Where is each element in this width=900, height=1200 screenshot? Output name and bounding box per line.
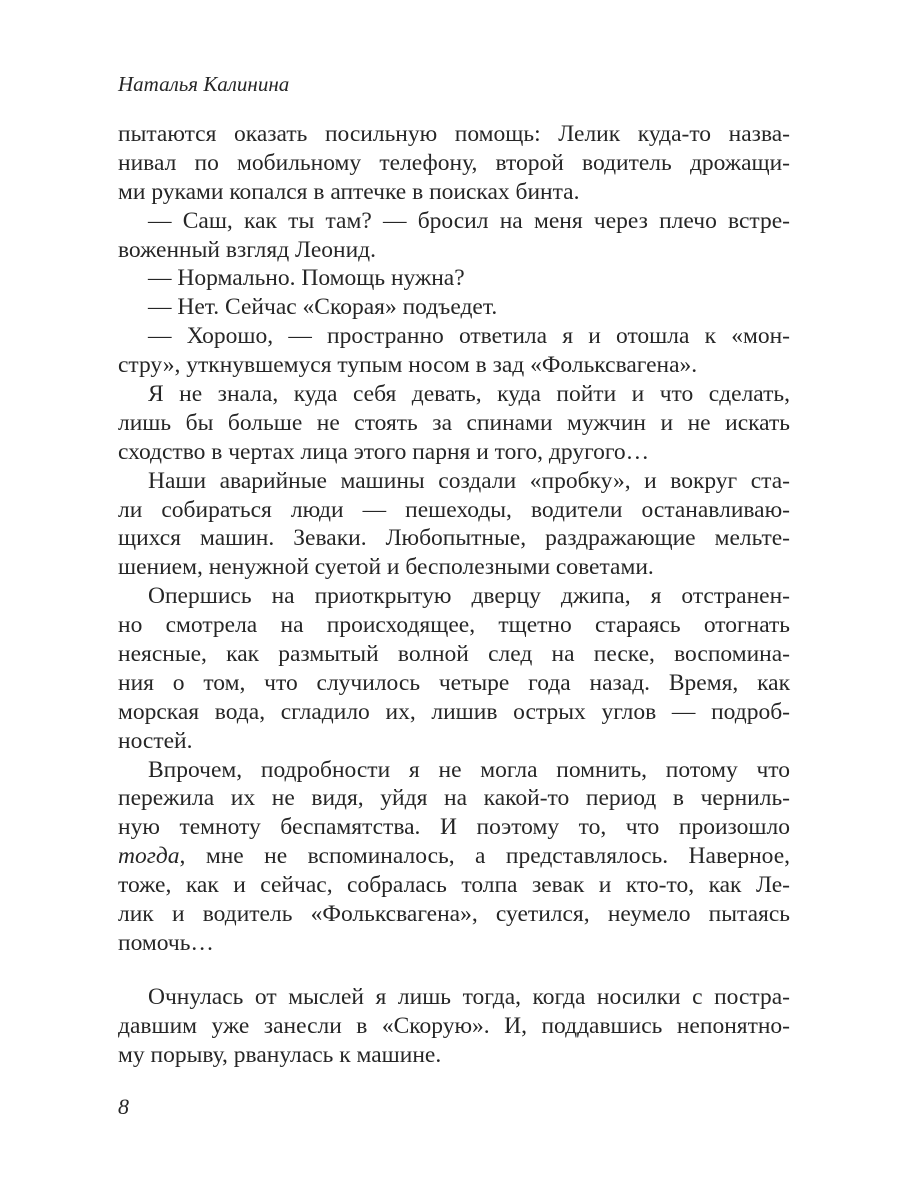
text-line: сходство в чертах лица этого парня и того, другого… [118,438,650,465]
text-line: стру», уткнувшемуся тупым носом в зад «Фольксвагена». [118,352,698,379]
text-line: Опершись на приоткрытую дверцу джипа, я отстранен- [148,583,790,610]
text-line: — Нет. Сейчас «Скорая» подъедет. [148,294,498,321]
body-text [118,120,790,1070]
text-line: Наши аварийные машины создали «пробку», и вокруг ста- [148,467,790,494]
text-line: пытаются оказать посильную помощь: Лелик куда-то назва- [118,121,790,147]
text-line: щихся машин. Зеваки. Любопытные, раздражающие мельте- [118,525,790,552]
text-line: но смотрела на происходящее, тщетно стараясь отогнать [118,612,790,639]
running-head-author: Наталья Калинина [118,72,290,96]
text-line: — Саш, как ты там? — бросил на меня через плечо встре- [148,207,790,234]
text-line: шением, ненужной суетой и бесполезными советами. [118,554,654,581]
text-line: нивал по мобильному телефону, второй водитель дрожащи- [118,149,790,176]
text-line: ли собираться люди — пешеходы, водители останавливаю- [118,496,790,523]
text-line: лишь бы больше не стоять за спинами мужчин и не искать [118,409,790,436]
text-line: Впрочем, подробности я не могла помнить, потому что [148,756,790,783]
text-line: Я не знала, куда себя девать, куда пойти и что сделать, [148,381,790,408]
text-segment: , мне не вспоминалось, а представлялось. Наверное, [179,843,790,870]
text-line: морская вода, сгладило их, лишив острых углов — подроб- [118,698,790,725]
text-line: ностей. [118,727,193,754]
italic-word: тогда [118,843,180,870]
text-line: — Нормально. Помощь нужна? [148,265,465,292]
text-line: помочь… [118,929,214,956]
text-line: — Хорошо, — пространно ответила я и отошла к «мон- [148,323,790,350]
text-line: лик и водитель «Фольксвагена», суетился, неумело пытаясь [118,901,790,928]
page-number: 8 [118,1094,129,1119]
text-line [118,842,790,871]
text-line: пережила их не видя, уйдя на какой-то период в черниль- [118,785,790,812]
text-line: воженный взгляд Леонид. [118,236,376,263]
section-break [118,958,790,983]
text-line: тоже, как и сейчас, собралась толпа зевак и кто-то, как Ле- [118,872,790,899]
text-line: давшим уже занесли в «Скорую». И, поддавшись непонятно- [118,1012,790,1039]
text-line: неясные, как размытый волной след на песке, воспомина- [118,641,790,668]
text-line: ную темноту беспамятства. И поэтому то, что произошло [118,814,790,841]
text-line: ми руками копался в аптечке в поисках бинта. [118,178,580,205]
text-line: ния о том, что случилось четыре года назад. Время, как [118,669,790,696]
text-line: Очнулась от мыслей я лишь тогда, когда носилки с постра- [148,983,790,1010]
text-line: му порыву, рванулась к машине. [118,1041,442,1068]
